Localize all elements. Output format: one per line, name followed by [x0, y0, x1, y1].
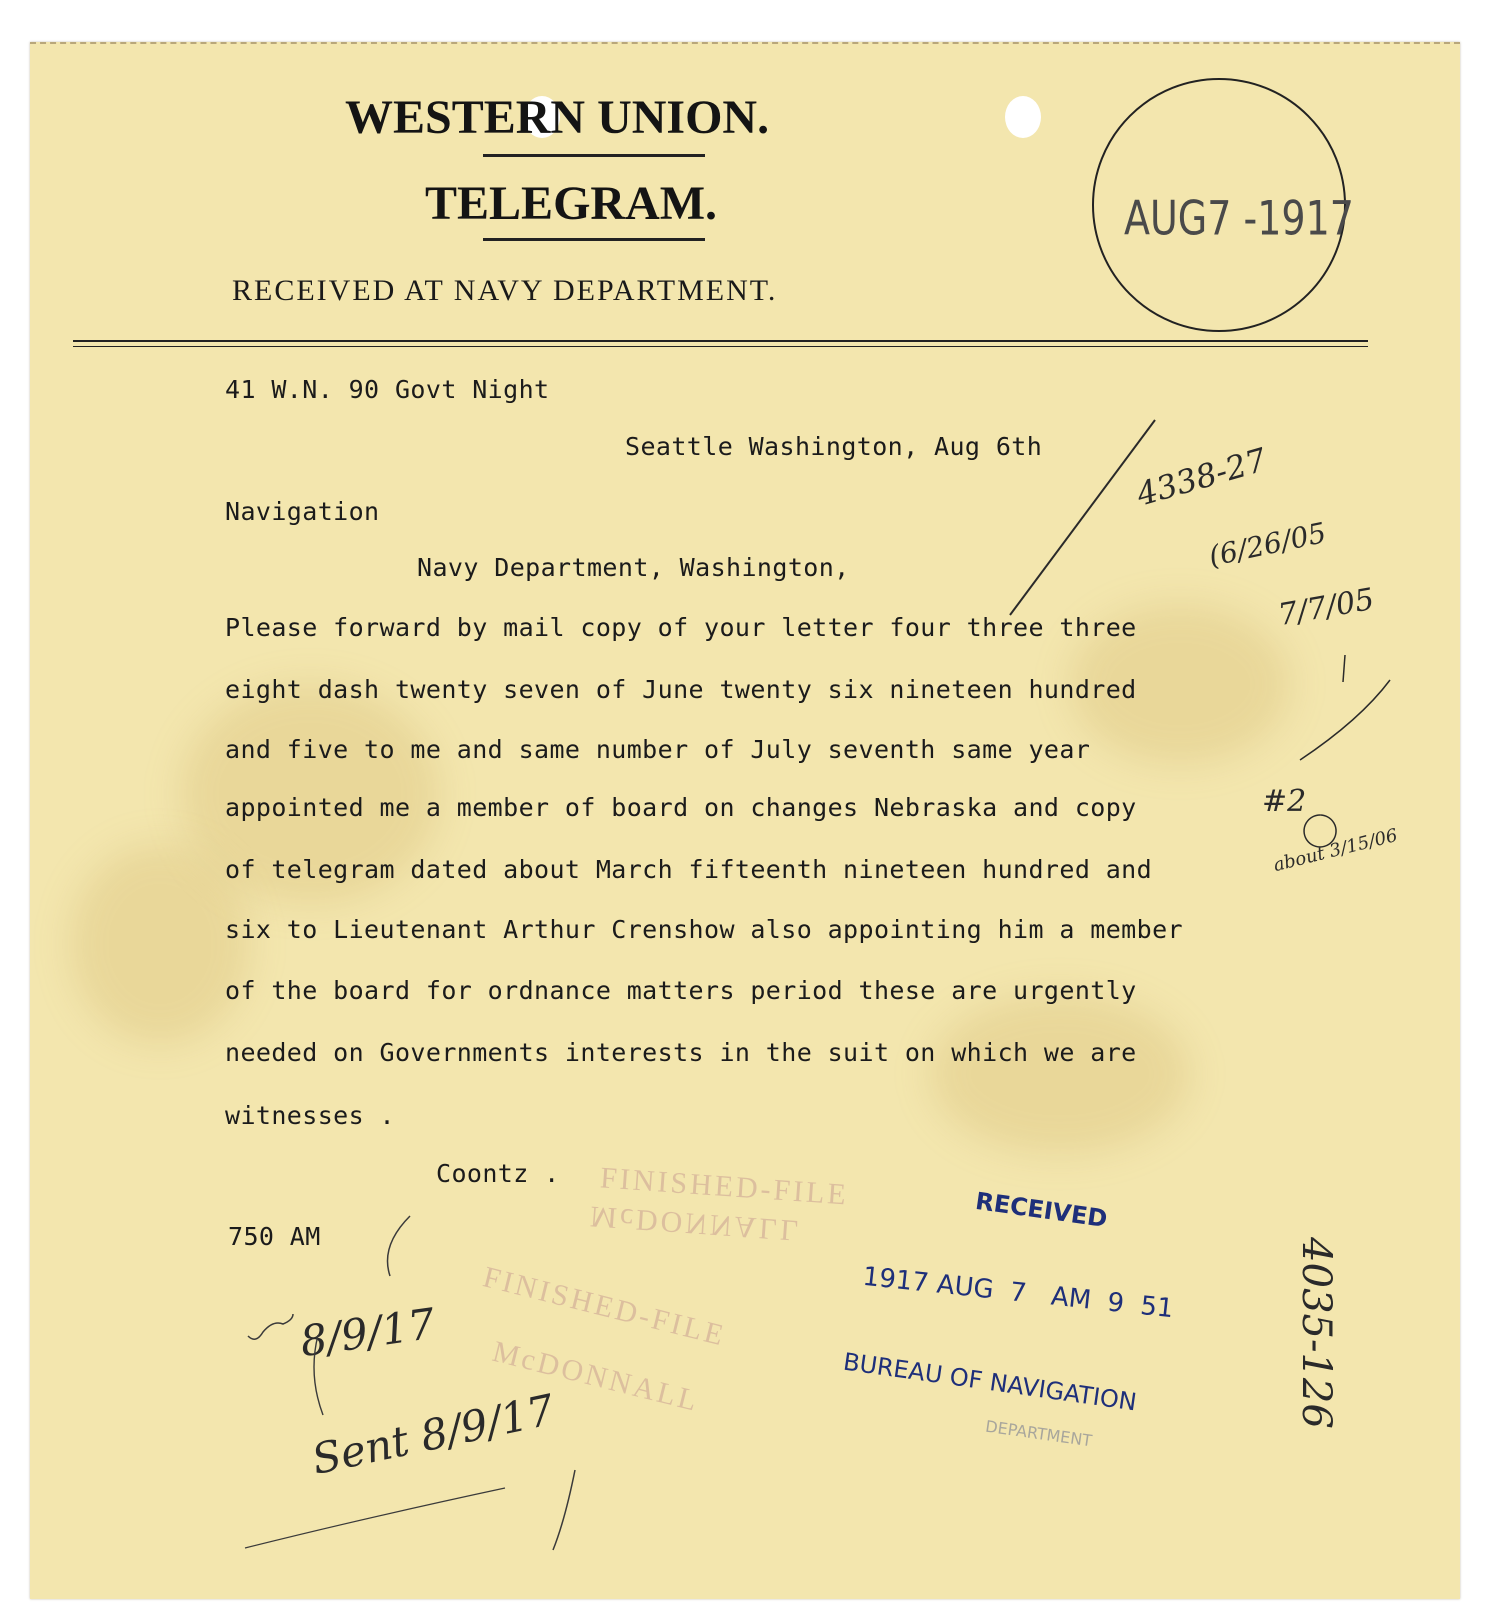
- vertical-file-number: 4035-126: [1292, 1237, 1339, 1429]
- signature: Coontz .: [436, 1159, 560, 1188]
- margin-note-number: 4338-27: [1132, 440, 1271, 514]
- margin-note-item: #2: [1262, 784, 1307, 819]
- line-code: 41 W.N. 90 Govt Night: [225, 375, 550, 404]
- received-stamp-datetime: 1917 AUG 7 AM 9 51: [861, 1261, 1175, 1325]
- body-line-5: of telegram dated about March fifteenth nineteen hundred and: [225, 855, 1153, 884]
- bottom-date-note: 8/9/17: [297, 1298, 438, 1367]
- margin-note-date-3: about 3/15/06: [1271, 824, 1400, 877]
- finished-file-stamp-mirror: McDONNALL: [589, 1199, 803, 1248]
- margin-note-date-1: (6/26/05: [1205, 516, 1330, 573]
- received-at: RECEIVED AT NAVY DEPARTMENT.: [232, 274, 778, 307]
- body-line-2: eight dash twenty seven of June twenty six nineteen hundred: [225, 675, 1137, 704]
- finished-file-stamp-2: FINISHED-FILE: [479, 1260, 730, 1353]
- margin-note-date-2: 7/7/05: [1275, 581, 1377, 634]
- addressee: Navigation: [225, 497, 380, 526]
- date-stamp: AUG7 -1917: [1124, 190, 1354, 246]
- sent-date-note: Sent 8/9/17: [307, 1384, 559, 1485]
- body-line-3: and five to me and same number of July seventh same year: [225, 735, 1091, 764]
- origin: Seattle Washington, Aug 6th: [625, 432, 1043, 461]
- body-line-7: of the board for ordnance matters period these are urgently: [225, 976, 1137, 1005]
- body-line-1: Please forward by mail copy of your letter four three three: [225, 613, 1137, 642]
- company-name: WESTERN UNION.: [345, 91, 770, 144]
- received-stamp-label: RECEIVED: [973, 1186, 1110, 1234]
- time-received: 750 AM: [228, 1222, 321, 1251]
- body-line-4: appointed me a member of board on changes Nebraska and copy: [225, 793, 1137, 822]
- finished-file-stamp: FINISHED-FILE: [599, 1161, 850, 1212]
- body-line-6: six to Lieutenant Arthur Crenshow also appointing him a member: [225, 915, 1183, 944]
- body-line-9: witnesses .: [225, 1101, 395, 1130]
- finished-file-stamp-2b: McDONNALL: [489, 1334, 703, 1419]
- addressee-2: Navy Department, Washington,: [417, 553, 850, 582]
- received-stamp-office: BUREAU OF NAVIGATION: [841, 1347, 1139, 1417]
- received-stamp-dept: DEPARTMENT: [984, 1416, 1094, 1451]
- body-line-8: needed on Governments interests in the suit on which we are: [225, 1038, 1137, 1067]
- document-type: TELEGRAM.: [425, 177, 718, 230]
